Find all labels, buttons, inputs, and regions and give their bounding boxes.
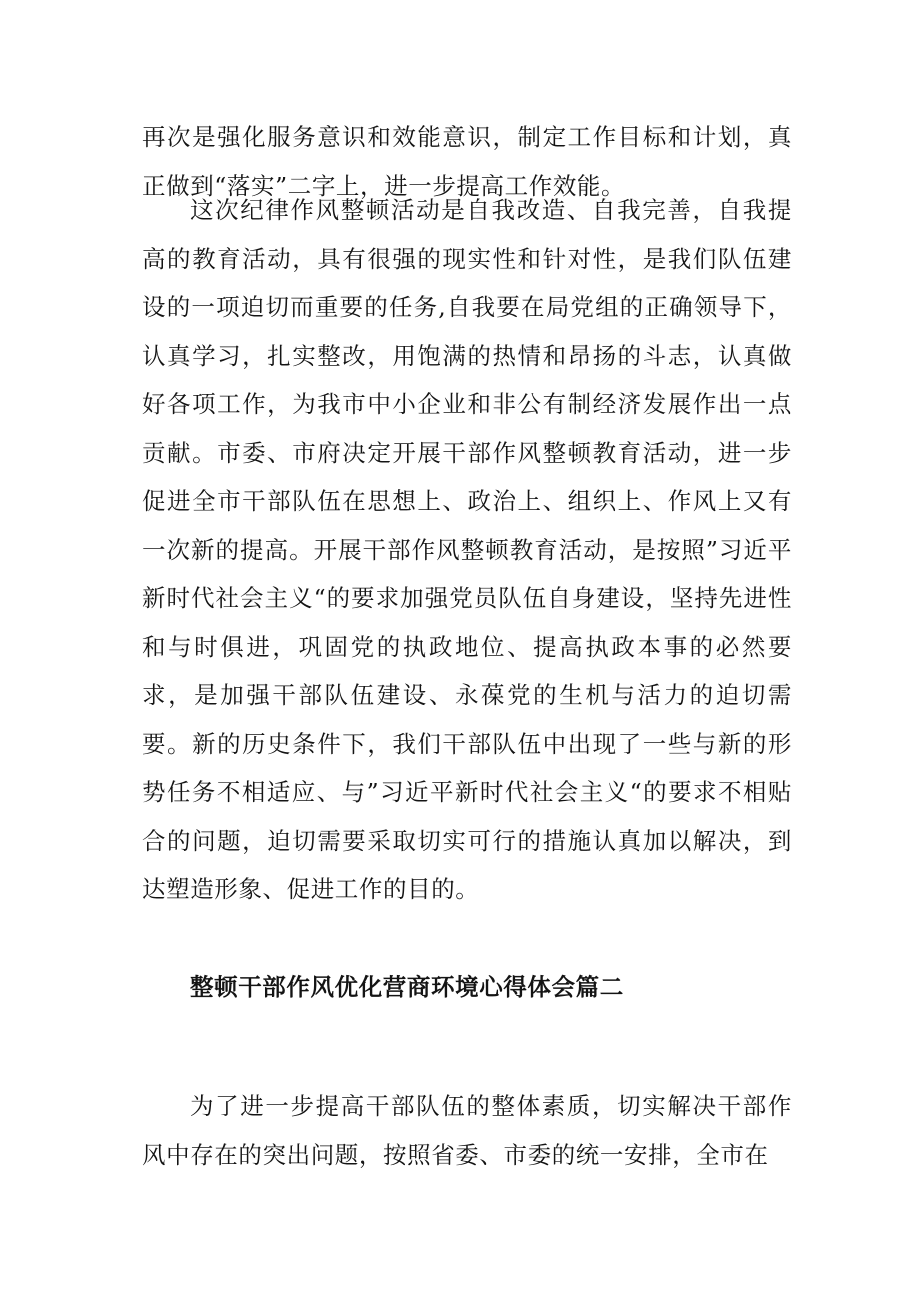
paragraph-section-intro: 为了进一步提高干部队伍的整体素质，切实解决干部作风中存在的突出问题，按照省委、市委的统一安排，全市在 — [142, 1092, 792, 1169]
paragraph-body: 这次纪律作风整顿活动是自我改造、自我完善，自我提高的教育活动，具有很强的现实性和针对性，是我们队伍建设的一项迫切而重要的任务,自我要在局党组的正确领导下，认真学习，扎实整改，用饱满的热情和昂扬的斗志，认真做好各项工作，为我市中小企业和非公有制经济发展作出一点贡献。市委、市府决定开展干部作风整顿教育活动，进一步促进全市干部队伍在思想上、政治上、组织上、作风上又有一次新的提高。开展干部作风整顿教育活动，是按照”习近平新时代社会主义“的要求加强党员队伍自身建设，坚持先进性和与时俱进，巩固党的执政地位、提高执政本事的必然要求，是加强干部队伍建设、永葆党的生机与活力的迫切需要。新的历史条件下，我们干部队伍中出现了一些与新的形势任务不相适应、与”习近平新时代社会主义“的要求不相贴合的问题，迫切需要采取切实可行的措施认真加以解决，到达塑造形象、促进工作的目的。 — [142, 196, 792, 903]
section-heading: 整顿干部作风优化营商环境心得体会篇二 — [190, 973, 624, 1001]
paragraph-continuation: 再次是强化服务意识和效能意识，制定工作目标和计划，真正做到“落实”二字上，进一步提高工作效能。 — [142, 123, 792, 200]
